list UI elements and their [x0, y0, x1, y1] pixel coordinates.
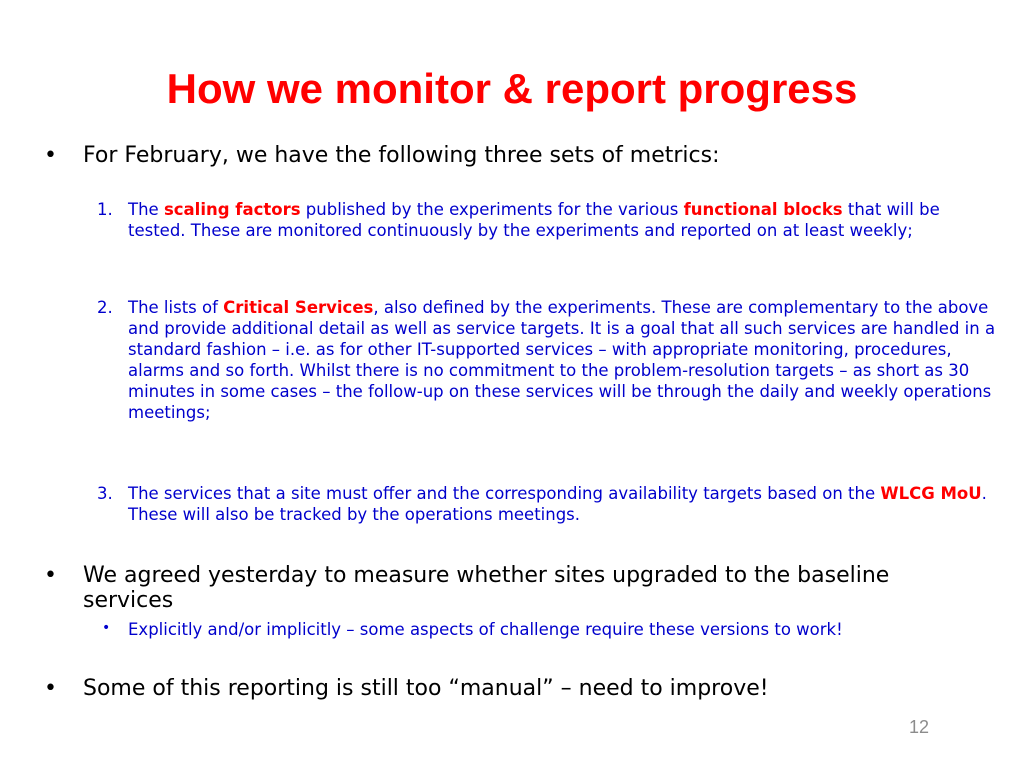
item-1-number: 1.: [97, 200, 113, 219]
item-1-text-b: published by the experiments for the various: [300, 200, 684, 219]
item-1-highlight-scaling-factors: scaling factors: [163, 200, 301, 219]
item-3: [128, 483, 998, 525]
sub-bullet-icon: •: [102, 620, 111, 636]
item-1-text-a: The: [128, 200, 164, 219]
sub-bullet-text: Explicitly and/or implicitly – some aspects of challenge require these versions to work!: [128, 620, 843, 639]
bullet-2-text: We agreed yesterday to measure whether sites upgraded to the baseline services: [83, 563, 890, 613]
bullet-icon: •: [44, 143, 57, 168]
bullet-icon: •: [44, 563, 57, 588]
item-2-text-a: The lists of: [128, 298, 224, 317]
item-1: [128, 199, 998, 241]
item-2-highlight-critical-services: Critical Services: [223, 298, 374, 317]
item-2-text-b: , also defined by the experiments. These are complementary to the above and provide additional detail as well as service targets. It is a goal that all such services are handled in a standard fashion – i.e. as for other IT-supported services – with appropriate monitoring, procedures, alarms and so forth. Whilst there is no commitment to the problem-resolution targets – as short as 30 minutes in some cases – the follow-up on these services will be through the daily and weekly operations meetings;: [128, 298, 996, 422]
item-3-number: 3.: [97, 484, 113, 503]
bullet-icon: •: [44, 676, 57, 701]
item-2: [128, 297, 998, 423]
item-1-highlight-functional-blocks: functional blocks: [683, 200, 843, 219]
bullet-1-text: For February, we have the following three sets of metrics:: [83, 143, 720, 168]
item-2-number: 2.: [97, 298, 113, 317]
slide-title: How we monitor & report progress: [166, 65, 858, 112]
item-3-text-b: . These will also be tracked by the operations meetings.: [128, 484, 987, 524]
page-number: 12: [909, 717, 930, 737]
item-1-text-c: that will be tested. These are monitored continuously by the experiments and reported on at least weekly;: [128, 200, 940, 240]
bullet-3-text: Some of this reporting is still too “manual” – need to improve!: [83, 676, 769, 701]
item-3-highlight-wlcg-mou: WLCG MoU: [880, 484, 982, 503]
item-3-text-a: The services that a site must offer and the corresponding availability targets based on the: [128, 484, 881, 503]
